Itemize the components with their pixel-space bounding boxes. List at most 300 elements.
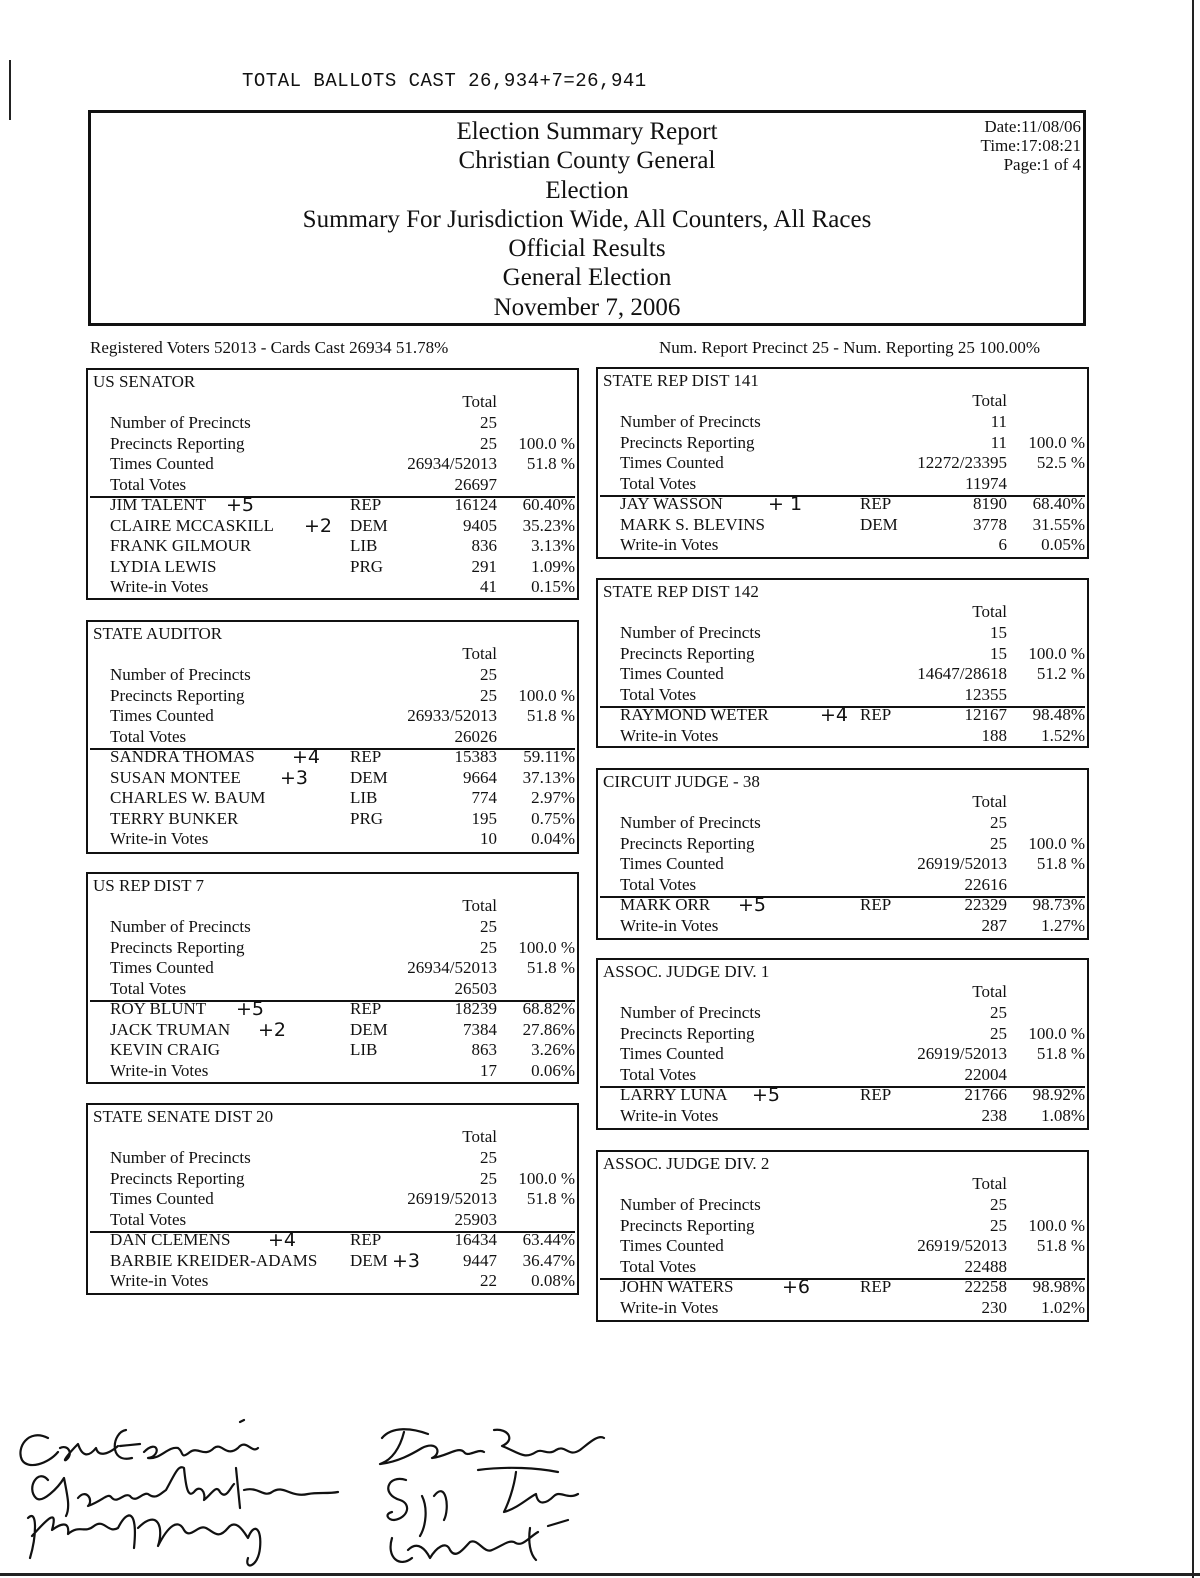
candidate-votes: 16124 [454,495,497,514]
candidate-percent: 0.08% [531,1271,575,1290]
candidate-name: Write-in Votes [620,725,719,745]
stat-row [88,1189,577,1209]
candidate-row [88,809,577,829]
stat-row [88,917,577,937]
candidate-row [88,1271,577,1291]
stat-label: Times Counted [110,454,214,473]
candidate-row [598,535,1087,555]
race-box [596,1150,1089,1322]
handwritten-adjustment: +4 [820,704,849,726]
stat-value: 25 [480,937,497,957]
candidate-party: LIB [350,1040,378,1059]
stat-label: Total Votes [620,874,697,894]
stat-percent: 100.0 % [1028,833,1085,853]
stat-value: 26697 [454,474,497,494]
stat-row [88,413,577,433]
stat-label: Times Counted [110,706,214,725]
stat-value: 25 [480,665,497,684]
handwritten-adjustment: +5 [236,998,265,1020]
race-title: STATE SENATE DIST 20 [93,1107,274,1126]
stat-value: 12272/23395 [917,453,1007,472]
candidate-votes: 291 [471,556,497,576]
stat-row [88,979,577,999]
handwritten-adjustment: +5 [738,894,767,916]
candidate-party: REP [860,895,892,914]
race-box [86,368,579,600]
stat-label: Times Counted [110,1189,214,1208]
stat-percent: 52.5 % [1036,453,1085,472]
candidate-party: REP [350,747,382,766]
stat-value: 22488 [964,1256,1007,1276]
stat-label: Number of Precincts [110,665,251,684]
candidate-percent: 1.52% [1041,725,1085,745]
candidate-percent: 27.86% [522,1019,575,1039]
candidate-party: DEM [350,767,388,787]
stat-value: 25 [990,1023,1007,1043]
candidate-votes: 863 [471,1040,497,1059]
candidate-party: DEM [860,514,898,534]
candidate-row [88,577,577,597]
candidate-name: LARRY LUNA [620,1085,728,1104]
candidate-row [598,705,1087,725]
candidate-row [88,788,577,808]
stat-row [88,938,577,958]
stat-row [88,686,577,706]
candidate-party: REP [860,1277,892,1296]
stat-label: Precincts Reporting [620,1215,755,1235]
stat-row [88,1210,577,1230]
total-column-header: Total [972,1174,1007,1193]
candidate-votes: 287 [981,915,1007,935]
stat-label: Total Votes [620,1064,697,1084]
stat-label: Number of Precincts [620,412,761,431]
candidate-row [88,495,577,515]
candidate-name: CLAIRE MCCASKILL [110,515,274,535]
candidate-party: DEM [350,515,388,535]
stat-label: Number of Precincts [620,623,761,642]
stat-label: Number of Precincts [620,1195,761,1214]
race-title: STATE REP DIST 142 [603,582,759,601]
candidate-name: Write-in Votes [620,1105,719,1125]
stat-label: Times Counted [620,453,724,472]
candidate-row [88,1020,577,1040]
stat-row [598,1195,1087,1215]
stat-value: 11 [990,412,1007,431]
candidate-name: RAYMOND WETER [620,705,769,724]
handwritten-adjustment: +6 [782,1276,811,1298]
total-column-header: Total [462,392,497,411]
candidate-percent: 1.02% [1041,1297,1085,1317]
stat-value: 12355 [964,684,1007,704]
candidate-percent: 35.23% [522,515,575,535]
candidate-row [88,1251,577,1271]
stat-row [598,854,1087,874]
stat-row [598,1065,1087,1085]
race-box [596,367,1089,559]
total-column-header: Total [462,644,497,663]
candidate-votes: 238 [981,1105,1007,1125]
stat-label: Precincts Reporting [620,643,755,663]
stat-row [598,474,1087,494]
stat-row [88,1148,577,1168]
candidate-party: REP [860,705,892,724]
candidate-votes: 8190 [973,494,1007,513]
stat-value: 15 [990,623,1007,642]
candidate-votes: 41 [480,577,497,596]
stat-percent: 51.8 % [526,1189,575,1208]
stat-label: Total Votes [110,726,187,746]
candidate-percent: 0.06% [531,1060,575,1080]
handwritten-adjustment: + 1 [768,493,803,515]
total-column-header: Total [972,792,1007,811]
stat-value: 25 [990,813,1007,832]
stat-value: 26934/52013 [407,454,497,473]
handwritten-adjustment: +2 [304,514,333,537]
candidate-votes: 7384 [463,1019,497,1039]
candidate-percent: 2.97% [531,788,575,807]
race-box [596,958,1089,1130]
total-column-header: Total [972,391,1007,410]
total-column-header: Total [462,896,497,915]
stat-label: Total Votes [620,684,697,704]
candidate-votes: 188 [981,725,1007,745]
stat-row [598,1044,1087,1064]
stat-label: Precincts Reporting [110,937,245,957]
report-page: Page:1 of 4 [1003,155,1081,174]
candidate-percent: 0.04% [531,829,575,848]
race-title: CIRCUIT JUDGE - 38 [603,772,760,791]
candidate-row [88,747,577,767]
stat-value: 26919/52013 [917,1044,1007,1063]
title-line: General Election [502,264,672,292]
candidate-percent: 98.92% [1032,1085,1085,1104]
stat-value: 26503 [454,978,497,998]
candidate-votes: 21766 [964,1085,1007,1104]
race-box [86,620,579,854]
candidate-votes: 22258 [964,1277,1007,1296]
candidate-name: CHARLES W. BAUM [110,788,266,807]
total-column-header: Total [972,602,1007,621]
stat-value: 25903 [454,1209,497,1229]
stat-label: Total Votes [620,1256,697,1276]
stat-label: Total Votes [110,474,187,494]
stat-row [598,1236,1087,1256]
candidate-name: Write-in Votes [110,1060,209,1080]
candidate-votes: 16434 [454,1230,497,1249]
stat-value: 26919/52013 [407,1189,497,1208]
stat-value: 25 [480,1168,497,1188]
candidate-percent: 36.47% [522,1250,575,1270]
stat-row [598,685,1087,705]
candidate-votes: 836 [471,536,497,555]
typed-ballot-total: TOTAL BALLOTS CAST 26,934+7=26,941 [242,70,647,92]
stat-row [598,433,1087,453]
stat-label: Precincts Reporting [620,1023,755,1043]
candidate-name: TERRY BUNKER [110,808,239,828]
stat-label: Times Counted [620,1236,724,1255]
candidate-votes: 10 [480,829,497,848]
stat-label: Times Counted [620,854,724,873]
total-column-header: Total [972,982,1007,1001]
candidate-row [88,768,577,788]
race-title: STATE AUDITOR [93,624,223,643]
report-time: Time:17:08:21 [980,136,1081,155]
stat-percent: 51.8 % [526,454,575,473]
stat-value: 25 [480,917,497,936]
candidate-name: ROY BLUNT [110,999,207,1018]
race-box [86,1103,579,1295]
candidate-row [88,1040,577,1060]
candidate-name: FRANK GILMOUR [110,536,252,555]
race-title: US SENATOR [93,372,196,391]
candidate-percent: 0.15% [531,577,575,596]
candidate-percent: 68.82% [522,999,575,1018]
title-line: Official Results [508,235,666,263]
stat-row [88,434,577,454]
stat-percent: 100.0 % [518,433,575,453]
candidate-name: JACK TRUMAN [110,1019,231,1039]
stat-percent: 100.0 % [518,1168,575,1188]
candidate-party: LIB [350,788,378,807]
candidate-name: KEVIN CRAIG [110,1040,221,1059]
candidate-party: REP [350,999,382,1018]
stat-row [598,644,1087,664]
race-title: ASSOC. JUDGE DIV. 1 [603,962,770,981]
candidate-percent: 3.13% [531,536,575,555]
candidate-row [598,916,1087,936]
stat-percent: 100.0 % [1028,1215,1085,1235]
stat-row [598,1216,1087,1236]
stat-value: 11 [990,432,1007,452]
stat-value: 25 [480,1148,497,1167]
stat-value: 25 [480,685,497,705]
title-line: November 7, 2006 [493,293,681,321]
candidate-percent: 63.44% [522,1230,575,1249]
candidate-row [88,1230,577,1250]
stat-percent: 51.8 % [526,706,575,725]
candidate-votes: 9405 [463,515,497,535]
candidate-row [598,1106,1087,1126]
stat-row [88,454,577,474]
handwritten-adjustment: +2 [258,1018,287,1041]
candidate-row [88,829,577,849]
stat-value: 25 [990,1215,1007,1235]
candidate-party: PRG [350,556,384,576]
race-title: ASSOC. JUDGE DIV. 2 [603,1154,770,1173]
candidate-percent: 0.75% [531,808,575,828]
report-title-block [91,117,1083,322]
candidate-percent: 68.40% [1032,494,1085,513]
registered-voters-line: Registered Voters 52013 - Cards Cast 26934 51.78% [90,338,449,357]
stat-row [598,623,1087,643]
handwritten-adjustment: +4 [268,1229,297,1251]
stat-label: Times Counted [110,958,214,977]
candidate-votes: 6 [998,535,1007,554]
stat-percent: 100.0 % [1028,1023,1085,1043]
stat-value: 26919/52013 [917,1236,1007,1255]
candidate-row [88,999,577,1019]
stat-row [598,1257,1087,1277]
candidate-percent: 3.26% [531,1040,575,1059]
candidate-name: MARK ORR [620,895,711,914]
stat-value: 25 [990,1195,1007,1214]
stat-value: 15 [990,643,1007,663]
race-box [596,578,1089,748]
scan-edge-mark [1192,0,1194,1578]
stat-label: Total Votes [110,978,187,998]
stat-percent: 100.0 % [518,937,575,957]
scan-edge-mark [9,60,11,120]
candidate-name: SUSAN MONTEE [110,767,241,787]
stat-label: Precincts Reporting [620,432,755,452]
candidate-row [598,1298,1087,1318]
candidate-name: BARBIE KREIDER-ADAMS [110,1250,318,1270]
stat-label: Precincts Reporting [110,685,245,705]
stat-percent: 100.0 % [518,685,575,705]
stat-row [88,665,577,685]
candidate-votes: 22329 [964,895,1007,914]
candidate-votes: 9447 [463,1250,497,1270]
candidate-votes: 12167 [964,705,1007,724]
candidate-percent: 1.09% [531,556,575,576]
candidate-party: DEM [350,1019,388,1039]
handwritten-adjustment: +3 [280,766,309,789]
stat-value: 26934/52013 [407,958,497,977]
candidate-name: MARK S. BLEVINS [620,514,765,534]
title-line: Christian County General [458,147,716,175]
candidate-name: DAN CLEMENS [110,1230,231,1249]
stat-row [598,1024,1087,1044]
stat-value: 25 [990,1003,1007,1022]
candidate-name: Write-in Votes [110,577,209,596]
stat-label: Total Votes [620,473,697,493]
stat-value: 22616 [964,874,1007,894]
candidate-row [598,726,1087,746]
stat-label: Number of Precincts [620,1003,761,1022]
stat-value: 26026 [454,726,497,746]
title-line: Summary For Jurisdiction Wide, All Counters, All Races [302,205,872,233]
candidate-name: Write-in Votes [620,535,719,554]
stat-value: 11974 [965,473,1007,493]
handwritten-adjustment: +4 [292,746,321,768]
candidate-percent: 60.40% [522,495,575,514]
race-box [596,768,1089,940]
candidate-party: REP [350,495,382,514]
stat-label: Precincts Reporting [620,833,755,853]
candidate-row [598,895,1087,915]
stat-label: Times Counted [620,664,724,683]
stat-label: Number of Precincts [110,413,251,432]
stat-label: Number of Precincts [620,813,761,832]
stat-row [598,664,1087,684]
race-title: US REP DIST 7 [93,876,204,895]
candidate-party: REP [350,1230,382,1249]
candidate-percent: 59.11% [523,747,575,766]
candidate-row [88,1061,577,1081]
stat-row [88,958,577,978]
stat-percent: 51.2 % [1036,664,1085,683]
stat-row [598,834,1087,854]
report-header-box [88,110,1086,326]
stat-row [598,1003,1087,1023]
total-column-header: Total [462,1127,497,1146]
stat-row [598,813,1087,833]
candidate-name: SANDRA THOMAS [110,747,255,766]
candidate-name: Write-in Votes [110,829,209,848]
candidate-percent: 1.27% [1041,915,1085,935]
stat-value: 25 [480,413,497,432]
stat-value: 25 [990,833,1007,853]
candidate-party: PRG [350,808,384,828]
candidate-name: Write-in Votes [620,1297,719,1317]
candidate-name: JAY WASSON [620,494,723,513]
stat-label: Precincts Reporting [110,1168,245,1188]
candidate-party: REP [860,1085,892,1104]
stat-row [88,1169,577,1189]
stat-label: Precincts Reporting [110,433,245,453]
stat-value: 14647/28618 [917,664,1007,683]
candidate-row [598,494,1087,514]
stat-percent: 51.8 % [1036,1044,1085,1063]
stat-label: Number of Precincts [110,917,251,936]
candidate-name: Write-in Votes [620,915,719,935]
scan-edge-mark [0,1573,1200,1576]
candidate-votes: 22 [480,1271,497,1290]
candidate-votes: 18239 [454,999,497,1018]
stat-percent: 51.8 % [1036,854,1085,873]
candidate-row [598,1085,1087,1105]
stat-row [88,706,577,726]
handwritten-adjustment: +3 [392,1249,421,1272]
stat-row [598,453,1087,473]
candidate-row [88,557,577,577]
candidate-percent: 37.13% [522,767,575,787]
candidate-name: JOHN WATERS [620,1277,734,1296]
candidate-percent: 1.08% [1041,1105,1085,1125]
candidate-percent: 98.73% [1032,895,1085,914]
race-box [86,872,579,1084]
candidate-row [598,515,1087,535]
stat-percent: 100.0 % [1028,432,1085,452]
candidate-row [598,1277,1087,1297]
candidate-percent: 31.55% [1032,514,1085,534]
signatures-image [8,1408,628,1578]
stat-row [88,727,577,747]
candidate-percent: 98.48% [1032,705,1085,724]
stat-value: 26933/52013 [407,706,497,725]
candidate-percent: 0.05% [1041,535,1085,554]
stat-percent: 51.8 % [1036,1236,1085,1255]
report-meta [981,117,1081,174]
report-date: Date:11/08/06 [984,117,1081,136]
candidate-name: LYDIA LEWIS [110,556,217,576]
precinct-reporting-line: Num. Report Precinct 25 - Num. Reporting 25 100.00% [659,338,1041,357]
candidate-votes: 230 [981,1297,1007,1317]
stat-value: 25 [480,433,497,453]
stat-percent: 100.0 % [1028,643,1085,663]
stat-label: Number of Precincts [110,1148,251,1167]
stat-label: Total Votes [110,1209,187,1229]
handwritten-adjustment: +5 [226,494,255,516]
candidate-name: JIM TALENT [110,495,207,514]
candidate-row [88,516,577,536]
candidate-votes: 17 [480,1060,497,1080]
race-title: STATE REP DIST 141 [603,371,759,390]
candidate-percent: 98.98% [1032,1277,1085,1296]
candidate-votes: 9664 [463,767,497,787]
stat-value: 26919/52013 [917,854,1007,873]
stat-row [598,412,1087,432]
